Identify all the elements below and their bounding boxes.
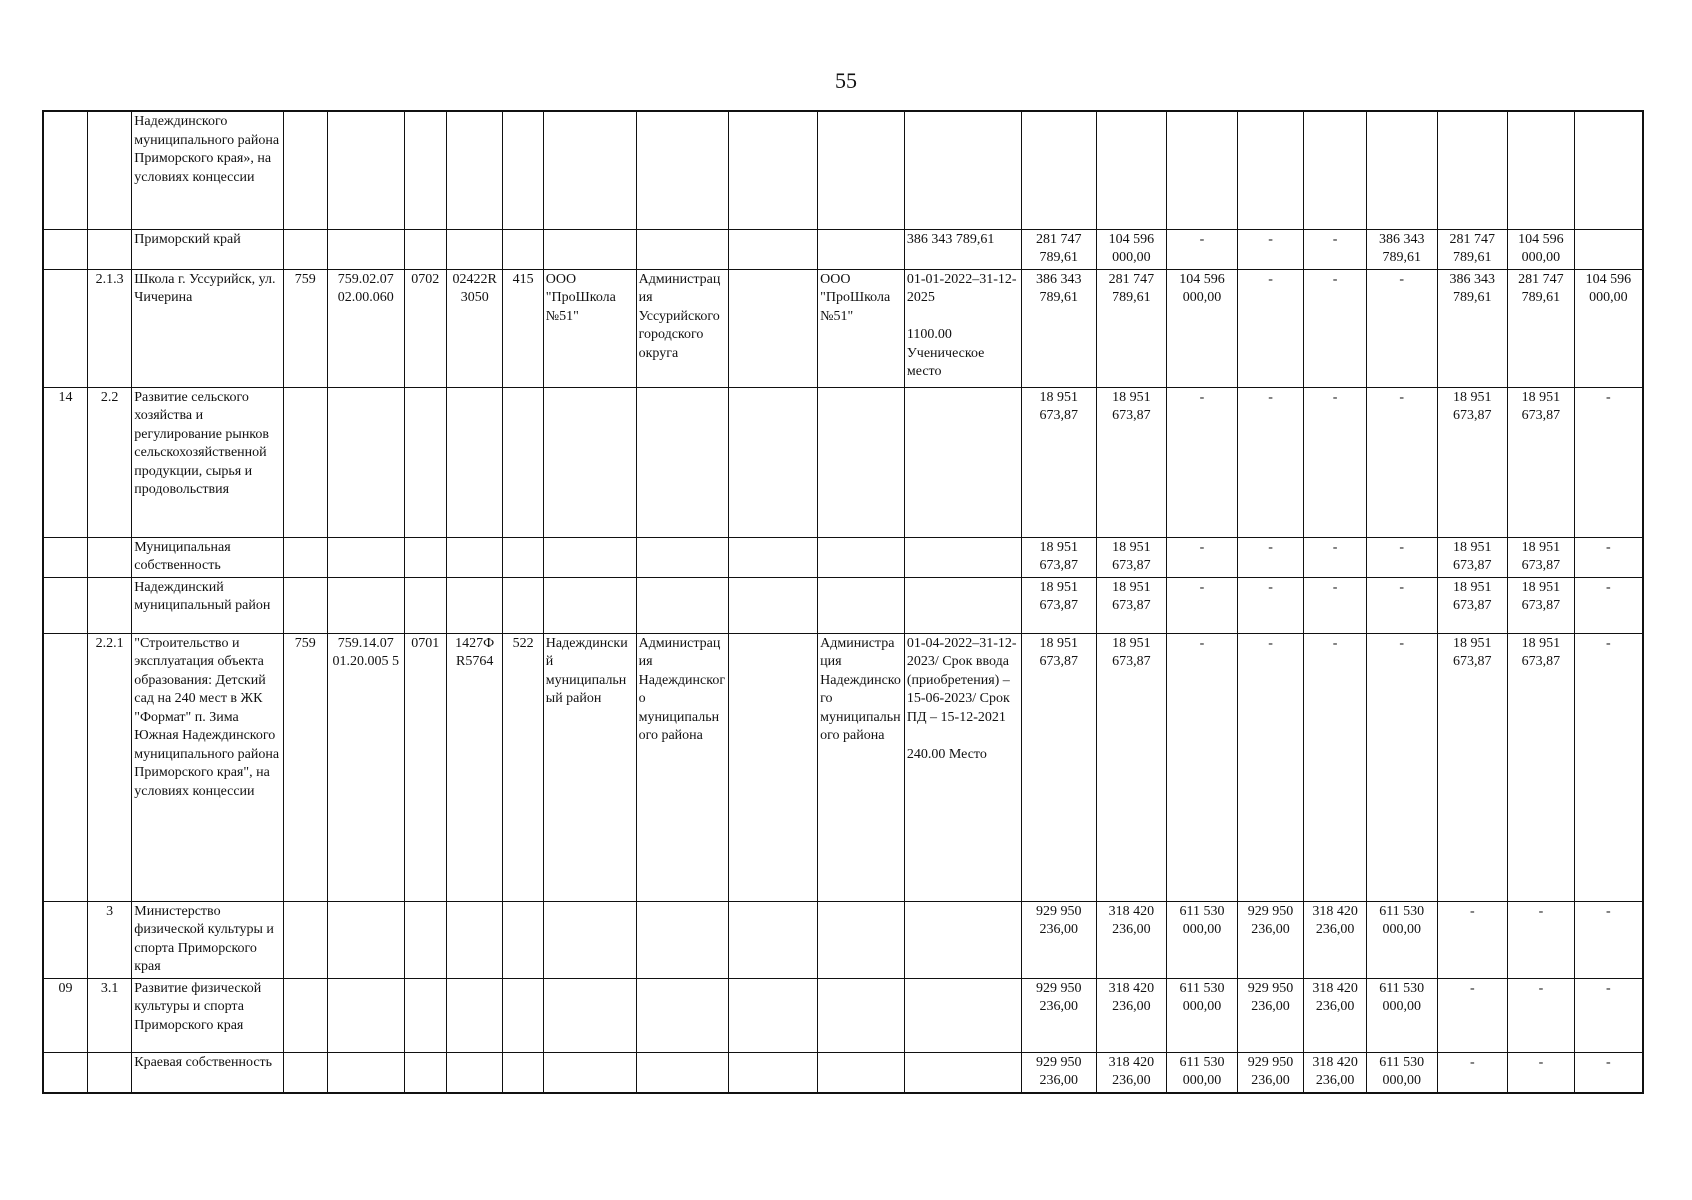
page-number: 55: [835, 68, 857, 93]
table-cell: [1508, 111, 1575, 229]
table-row: [43, 978, 1643, 1052]
table-cell: [283, 229, 327, 269]
table-cell: Администрация Уссурийского городского округа: [636, 269, 729, 387]
table-cell: 759.14.07 01.20.005 5: [327, 633, 404, 901]
table-row: [43, 269, 1643, 387]
table-cell: [904, 577, 1021, 633]
table-cell: [543, 537, 636, 577]
table-cell: 18 951 673,87: [1021, 537, 1096, 577]
table-cell: -: [1237, 537, 1304, 577]
table-cell: [404, 387, 446, 537]
table-row: [43, 577, 1643, 633]
table-cell: [818, 901, 905, 978]
table-cell: Надеждинский муниципальный район: [132, 577, 283, 633]
table-cell: 611 530 000,00: [1366, 1052, 1437, 1093]
table-cell: [446, 387, 502, 537]
table-cell: 386 343 789,61: [1021, 269, 1096, 387]
table-cell: -: [1437, 1052, 1508, 1093]
table-row: [43, 1052, 1643, 1093]
table-cell: [543, 1052, 636, 1093]
table-cell: 611 530 000,00: [1366, 978, 1437, 1052]
table-cell: [327, 111, 404, 229]
table-cell: 759.02.07 02.00.060: [327, 269, 404, 387]
table-cell: [1574, 229, 1643, 269]
table-cell: [1167, 111, 1238, 229]
table-cell: [503, 901, 543, 978]
table-cell: [904, 537, 1021, 577]
table-cell: 386 343 789,61: [904, 229, 1021, 269]
table-cell: 415: [503, 269, 543, 387]
table-cell: [904, 901, 1021, 978]
table-cell: 611 530 000,00: [1167, 978, 1238, 1052]
table-row: [43, 229, 1643, 269]
table-cell: 759: [283, 269, 327, 387]
table-cell: [327, 901, 404, 978]
table-cell: 18 951 673,87: [1096, 387, 1167, 537]
table-body: [43, 111, 1643, 1093]
table-cell: 09: [43, 978, 87, 1052]
table-cell: -: [1167, 387, 1238, 537]
table-cell: 104 596 000,00: [1574, 269, 1643, 387]
table-cell: [283, 1052, 327, 1093]
table-cell: [503, 387, 543, 537]
table-cell: [327, 1052, 404, 1093]
table-cell: [446, 111, 502, 229]
table-cell: 318 420 236,00: [1304, 978, 1367, 1052]
table-cell: [636, 577, 729, 633]
table-cell: 522: [503, 633, 543, 901]
table-cell: 18 951 673,87: [1021, 387, 1096, 537]
table-cell: -: [1437, 901, 1508, 978]
table-cell: 929 950 236,00: [1237, 901, 1304, 978]
table-cell: -: [1304, 577, 1367, 633]
table-cell: 929 950 236,00: [1237, 978, 1304, 1052]
table-cell: [43, 1052, 87, 1093]
table-cell: [283, 387, 327, 537]
table-cell: [503, 537, 543, 577]
table-cell: 18 951 673,87: [1437, 387, 1508, 537]
table-cell: 104 596 000,00: [1096, 229, 1167, 269]
table-cell: [729, 901, 818, 978]
table-cell: 386 343 789,61: [1437, 269, 1508, 387]
table-cell: [446, 978, 502, 1052]
table-cell: -: [1237, 633, 1304, 901]
table-cell: [1021, 111, 1096, 229]
table-cell: [543, 387, 636, 537]
table-cell: 2.2.1: [87, 633, 131, 901]
table-cell: [543, 978, 636, 1052]
table-cell: [729, 577, 818, 633]
table-cell: 18 951 673,87: [1096, 577, 1167, 633]
table-cell: [327, 229, 404, 269]
table-cell: [636, 111, 729, 229]
table-cell: [636, 978, 729, 1052]
table-row: [43, 387, 1643, 537]
table-cell: [729, 269, 818, 387]
table-cell: -: [1304, 269, 1367, 387]
table-cell: [446, 577, 502, 633]
table-cell: [636, 1052, 729, 1093]
table-cell: [87, 577, 131, 633]
table-cell: Школа г. Уссурийск, ул. Чичерина: [132, 269, 283, 387]
table-cell: 0701: [404, 633, 446, 901]
table-cell: 01-01-2022–31-12-2025 1100.00 Ученическое место: [904, 269, 1021, 387]
table-cell: [818, 111, 905, 229]
table-cell: [43, 229, 87, 269]
table-cell: 18 951 673,87: [1508, 633, 1575, 901]
table-cell: -: [1167, 577, 1238, 633]
table-cell: [283, 111, 327, 229]
table-cell: 759: [283, 633, 327, 901]
table-cell: [818, 229, 905, 269]
table-cell: [1096, 111, 1167, 229]
table-cell: [636, 387, 729, 537]
table-cell: 281 747 789,61: [1021, 229, 1096, 269]
table-cell: [503, 978, 543, 1052]
table-cell: -: [1366, 269, 1437, 387]
table-cell: -: [1508, 1052, 1575, 1093]
table-cell: [818, 387, 905, 537]
table-cell: [729, 537, 818, 577]
table-row: [43, 537, 1643, 577]
table-cell: [503, 1052, 543, 1093]
table-cell: Приморский край: [132, 229, 283, 269]
table-cell: 01-04-2022–31-12-2023/ Срок ввода (приобретения) – 15-06-2023/ Срок ПД – 15-12-2021 240.00 Место: [904, 633, 1021, 901]
table-cell: [818, 577, 905, 633]
table-row: [43, 111, 1643, 229]
table-cell: -: [1574, 633, 1643, 901]
table-cell: 18 951 673,87: [1021, 633, 1096, 901]
table-cell: [446, 901, 502, 978]
table-cell: 18 951 673,87: [1437, 577, 1508, 633]
table-cell: [729, 229, 818, 269]
table-cell: [404, 537, 446, 577]
table-cell: Развитие физической культуры и спорта Приморского края: [132, 978, 283, 1052]
table-cell: 02422R 3050: [446, 269, 502, 387]
table-cell: 318 420 236,00: [1304, 1052, 1367, 1093]
table-cell: [1437, 111, 1508, 229]
table-cell: ООО "ПроШкола №51": [543, 269, 636, 387]
table-cell: [818, 978, 905, 1052]
table-cell: 929 950 236,00: [1021, 1052, 1096, 1093]
table-cell: [87, 537, 131, 577]
table-cell: [543, 901, 636, 978]
table-cell: 929 950 236,00: [1021, 901, 1096, 978]
table-cell: [327, 577, 404, 633]
table-cell: [818, 537, 905, 577]
table-cell: [636, 229, 729, 269]
table-cell: [1574, 111, 1643, 229]
investment-table: [42, 110, 1644, 1094]
table-cell: Надеждинского муниципального района Приморского края», на условиях концессии: [132, 111, 283, 229]
table-cell: [43, 111, 87, 229]
table-cell: -: [1304, 537, 1367, 577]
table-cell: 18 951 673,87: [1021, 577, 1096, 633]
table-cell: -: [1366, 387, 1437, 537]
table-cell: 386 343 789,61: [1366, 229, 1437, 269]
table-cell: -: [1167, 633, 1238, 901]
table-cell: -: [1304, 633, 1367, 901]
table-cell: [43, 537, 87, 577]
table-cell: [543, 229, 636, 269]
table-cell: Администрация Надеждинского муниципального района: [636, 633, 729, 901]
table-cell: [503, 111, 543, 229]
table-cell: [729, 978, 818, 1052]
table-cell: [904, 1052, 1021, 1093]
table-cell: 18 951 673,87: [1437, 537, 1508, 577]
table-cell: 318 420 236,00: [1096, 978, 1167, 1052]
table-cell: [904, 978, 1021, 1052]
table-cell: 2.1.3: [87, 269, 131, 387]
table-cell: 104 596 000,00: [1167, 269, 1238, 387]
table-cell: 18 951 673,87: [1096, 537, 1167, 577]
table-cell: [87, 229, 131, 269]
table-cell: Краевая собственность: [132, 1052, 283, 1093]
table-cell: [283, 577, 327, 633]
table-cell: [543, 111, 636, 229]
table-cell: Надеждинский муниципальный район: [543, 633, 636, 901]
table-cell: -: [1574, 577, 1643, 633]
table-cell: "Строительство и эксплуатация объекта образования: Детский сад на 240 мест в ЖК "Формат" п. Зима Южная Надеждинского муниципального района Приморского края", на условиях концессии: [132, 633, 283, 901]
table-cell: -: [1574, 537, 1643, 577]
table-cell: [327, 537, 404, 577]
table-cell: -: [1437, 978, 1508, 1052]
table-cell: -: [1366, 537, 1437, 577]
table-cell: 18 951 673,87: [1437, 633, 1508, 901]
table-cell: [404, 229, 446, 269]
table-cell: 14: [43, 387, 87, 537]
table-cell: 281 747 789,61: [1508, 269, 1575, 387]
table-row: [43, 633, 1643, 901]
table-cell: -: [1167, 537, 1238, 577]
table-cell: [43, 269, 87, 387]
table-cell: -: [1574, 901, 1643, 978]
table-cell: 18 951 673,87: [1096, 633, 1167, 901]
table-cell: [283, 901, 327, 978]
table-row: [43, 901, 1643, 978]
table-cell: -: [1574, 1052, 1643, 1093]
table-cell: [43, 901, 87, 978]
table-cell: [446, 1052, 502, 1093]
table-cell: -: [1574, 978, 1643, 1052]
table-cell: 18 951 673,87: [1508, 387, 1575, 537]
table-cell: 929 950 236,00: [1021, 978, 1096, 1052]
table-cell: 281 747 789,61: [1437, 229, 1508, 269]
table-cell: Администрация Надеждинского муниципального района: [818, 633, 905, 901]
table-cell: [729, 387, 818, 537]
table-cell: 281 747 789,61: [1096, 269, 1167, 387]
table-cell: [1366, 111, 1437, 229]
table-cell: -: [1237, 577, 1304, 633]
table-cell: -: [1508, 901, 1575, 978]
table-cell: [729, 633, 818, 901]
table-cell: 104 596 000,00: [1508, 229, 1575, 269]
table-cell: [636, 901, 729, 978]
table-cell: 0702: [404, 269, 446, 387]
table-cell: [43, 633, 87, 901]
table-cell: [404, 978, 446, 1052]
table-cell: -: [1366, 577, 1437, 633]
table-cell: -: [1304, 387, 1367, 537]
table-cell: 929 950 236,00: [1237, 1052, 1304, 1093]
table-cell: Министерство физической культуры и спорта Приморского края: [132, 901, 283, 978]
table-cell: [503, 229, 543, 269]
table-cell: [636, 537, 729, 577]
table-cell: [43, 577, 87, 633]
table-cell: -: [1508, 978, 1575, 1052]
table-cell: [404, 577, 446, 633]
table-cell: [87, 1052, 131, 1093]
table-cell: 318 420 236,00: [1304, 901, 1367, 978]
table-cell: [283, 978, 327, 1052]
table-cell: 611 530 000,00: [1167, 901, 1238, 978]
table-cell: -: [1304, 229, 1367, 269]
table-cell: [904, 111, 1021, 229]
table-cell: [729, 1052, 818, 1093]
table-cell: [446, 229, 502, 269]
table-cell: [87, 111, 131, 229]
table-cell: Развитие сельского хозяйства и регулирование рынков сельскохозяйственной продукции, сырья и продовольствия: [132, 387, 283, 537]
table-cell: -: [1237, 387, 1304, 537]
table-cell: -: [1167, 229, 1238, 269]
table-cell: -: [1237, 269, 1304, 387]
table-cell: [404, 1052, 446, 1093]
table-cell: 611 530 000,00: [1167, 1052, 1238, 1093]
table-cell: 318 420 236,00: [1096, 901, 1167, 978]
table-cell: -: [1574, 387, 1643, 537]
table-cell: 611 530 000,00: [1366, 901, 1437, 978]
table-cell: [404, 901, 446, 978]
table-cell: 2.2: [87, 387, 131, 537]
table-cell: 18 951 673,87: [1508, 537, 1575, 577]
table-cell: [327, 978, 404, 1052]
table-cell: [327, 387, 404, 537]
table-cell: 1427Ф R5764: [446, 633, 502, 901]
table-cell: 18 951 673,87: [1508, 577, 1575, 633]
table-cell: [729, 111, 818, 229]
table-cell: 318 420 236,00: [1096, 1052, 1167, 1093]
table-cell: Муниципальная собственность: [132, 537, 283, 577]
table-cell: [1304, 111, 1367, 229]
table-cell: [283, 537, 327, 577]
table-cell: ООО "ПроШкола №51": [818, 269, 905, 387]
table-cell: [904, 387, 1021, 537]
table-cell: 3: [87, 901, 131, 978]
table-cell: [818, 1052, 905, 1093]
table-cell: [543, 577, 636, 633]
table-cell: 3.1: [87, 978, 131, 1052]
table-cell: [404, 111, 446, 229]
table-cell: -: [1237, 229, 1304, 269]
table-cell: -: [1366, 633, 1437, 901]
table-cell: [446, 537, 502, 577]
table-cell: [1237, 111, 1304, 229]
table-cell: [503, 577, 543, 633]
